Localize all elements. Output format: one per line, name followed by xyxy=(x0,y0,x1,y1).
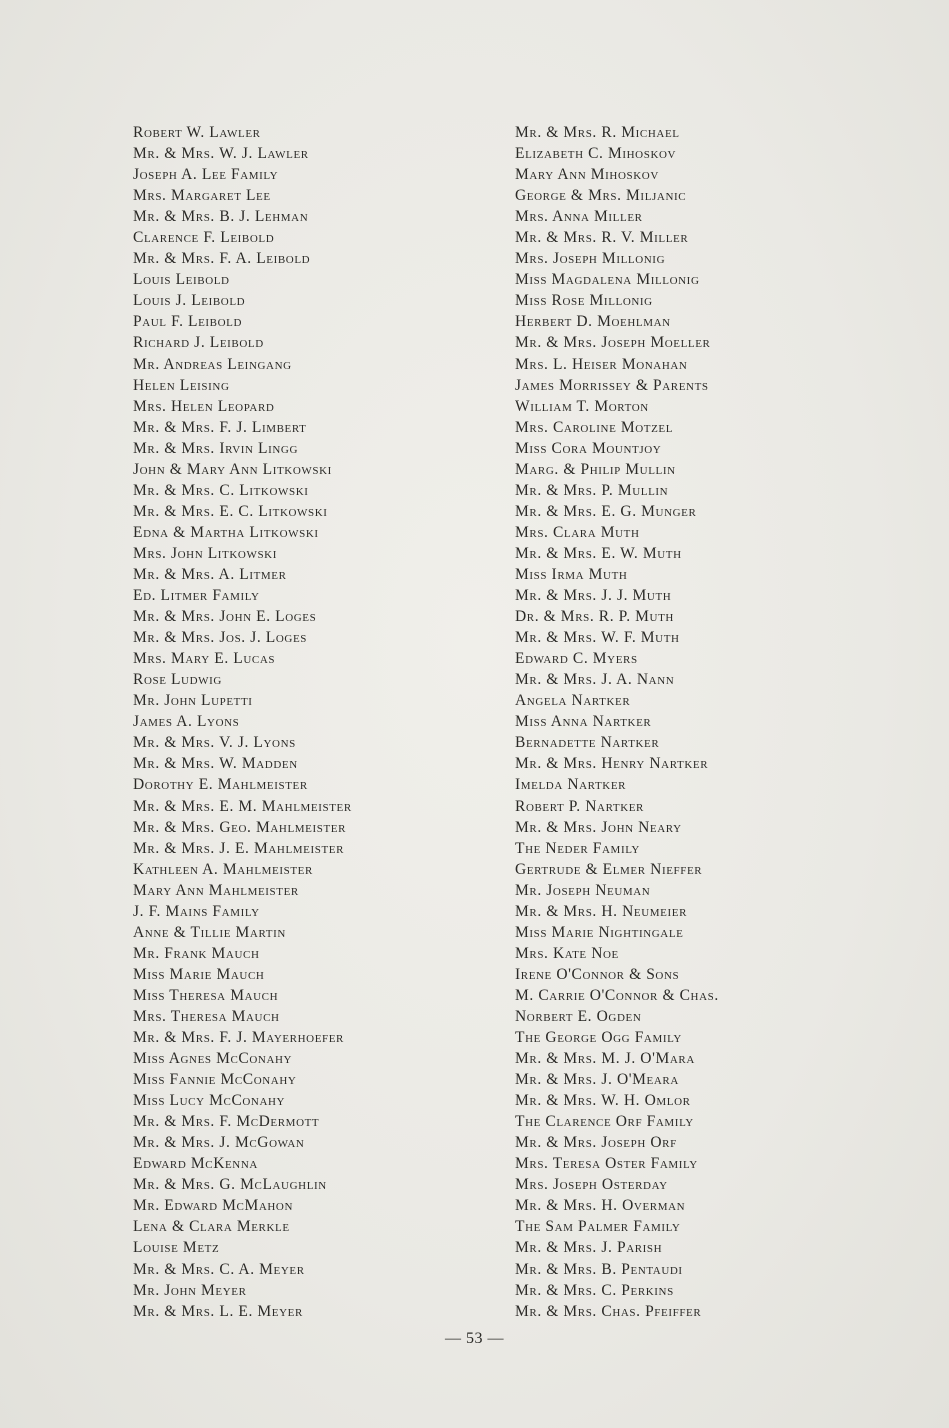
donor-name-entry: James A. Lyons xyxy=(133,713,240,731)
donor-name-entry: Mr. & Mrs. R. V. Miller xyxy=(515,229,689,247)
donor-name-entry: Imelda Nartker xyxy=(515,776,627,794)
donor-name-entry: Mr. & Mrs. P. Mullin xyxy=(515,481,669,499)
donor-name-entry: Mr. Andreas Leingang xyxy=(133,355,292,373)
donor-name-entry: Richard J. Leibold xyxy=(133,334,264,352)
donor-name-entry: James Morrissey & Parents xyxy=(515,376,709,394)
donor-name-entry: Mr. & Mrs. J. J. Muth xyxy=(515,587,672,605)
donor-name-entry: J. F. Mains Family xyxy=(133,902,260,920)
donor-name-entry: Mr. & Mrs. Chas. Pfeiffer xyxy=(515,1302,702,1320)
donor-name-entry: Mr. & Mrs. E. M. Mahlmeister xyxy=(133,797,352,815)
donor-name-entry: Mr. & Mrs. E. W. Muth xyxy=(515,544,682,562)
donor-name-entry: The Sam Palmer Family xyxy=(515,1218,681,1236)
donor-name-entry: Mrs. Joseph Osterday xyxy=(515,1176,668,1194)
donor-name-entry: Mr. & Mrs. W. J. Lawler xyxy=(133,145,309,163)
donor-name-entry: Irene O'Connor & Sons xyxy=(515,965,680,983)
donor-name-entry: Norbert E. Ogden xyxy=(515,1007,642,1025)
donor-name-entry: Mrs. Caroline Motzel xyxy=(515,418,674,436)
donor-name-entry: Mr. & Mrs. F. McDermott xyxy=(133,1113,320,1131)
donor-name-entry: Edna & Martha Litkowski xyxy=(133,523,319,541)
donor-name-entry: Miss Rose Millonig xyxy=(515,292,653,310)
donor-name-entry: Mr. & Mrs. L. E. Meyer xyxy=(133,1302,303,1320)
donor-name-entry: Mr. & Mrs. J. O'Meara xyxy=(515,1071,679,1089)
donor-name-entry: Miss Theresa Mauch xyxy=(133,986,279,1004)
donor-name-entry: Mr. & Mrs. Irvin Lingg xyxy=(133,439,298,457)
donor-name-entry: Bernadette Nartker xyxy=(515,734,660,752)
donor-name-entry: Mr. Edward McMahon xyxy=(133,1197,294,1215)
donor-name-entry: Kathleen A. Mahlmeister xyxy=(133,860,313,878)
donor-name-entry: Mr. John Lupetti xyxy=(133,692,253,710)
donor-name-entry: M. Carrie O'Connor & Chas. xyxy=(515,986,719,1004)
donor-name-entry: The Clarence Orf Family xyxy=(515,1113,694,1131)
donor-name-entry: Mr. & Mrs. J. A. Nann xyxy=(515,671,675,689)
right-name-column xyxy=(515,122,935,1322)
donor-name-entry: Miss Lucy McConahy xyxy=(133,1092,286,1110)
donor-name-entry: Lena & Clara Merkle xyxy=(133,1218,290,1236)
donor-name-entry: Mrs. Margaret Lee xyxy=(133,187,271,205)
donor-name-entry: Mr. & Mrs. E. C. Litkowski xyxy=(133,502,328,520)
donor-name-entry: Mary Ann Mihoskov xyxy=(515,166,659,184)
donor-name-entry: Mr. & Mrs. C. Perkins xyxy=(515,1281,674,1299)
donor-name-entry: Mr. & Mrs. H. Overman xyxy=(515,1197,686,1215)
donor-name-entry: Mr. & Mrs. F. J. Limbert xyxy=(133,418,307,436)
donor-name-entry: Louis J. Leibold xyxy=(133,292,246,310)
donor-name-entry: Miss Anna Nartker xyxy=(515,713,652,731)
donor-name-entry: Robert W. Lawler xyxy=(133,124,261,141)
donor-name-entry: Mr. & Mrs. Geo. Mahlmeister xyxy=(133,818,347,836)
donor-name-entry: Mrs. Mary E. Lucas xyxy=(133,650,276,668)
donor-name-entry: Paul F. Leibold xyxy=(133,313,243,331)
donor-name-entry: Mrs. Joseph Millonig xyxy=(515,250,666,268)
donor-name-entry: Helen Leising xyxy=(133,376,230,394)
donor-name-entry: Mr. & Mrs. R. Michael xyxy=(515,124,680,141)
donor-name-entry: Mr. Frank Mauch xyxy=(133,944,260,962)
donor-name-entry: The Neder Family xyxy=(515,839,640,857)
donor-name-entry: Mr. & Mrs. F. J. Mayerhoefer xyxy=(133,1029,344,1047)
donor-name-entry: Anne & Tillie Martin xyxy=(133,923,286,941)
donor-name-entry: Mr. & Mrs. Henry Nartker xyxy=(515,755,709,773)
donor-name-entry: Dorothy E. Mahlmeister xyxy=(133,776,308,794)
donor-name-entry: Edward McKenna xyxy=(133,1155,258,1173)
donor-name-entry: Mrs. Anna Miller xyxy=(515,208,643,226)
donor-name-entry: Miss Irma Muth xyxy=(515,565,628,583)
donor-name-entry: Mr. Joseph Neuman xyxy=(515,881,651,899)
donor-name-entry: Mr. John Meyer xyxy=(133,1281,247,1299)
donor-name-entry: George & Mrs. Miljanic xyxy=(515,187,687,205)
page-number: — 53 — xyxy=(445,1330,504,1347)
donor-name-entry: Mr. & Mrs. C. A. Meyer xyxy=(133,1260,305,1278)
donor-name-entry: Joseph A. Lee Family xyxy=(133,166,279,184)
donor-name-entry: Edward C. Myers xyxy=(515,650,638,668)
donor-name-entry: Mrs. Clara Muth xyxy=(515,523,640,541)
donor-name-entry: Miss Cora Mountjoy xyxy=(515,439,662,457)
donor-name-entry: Mr. & Mrs. E. G. Munger xyxy=(515,502,697,520)
donor-name-entry: Miss Marie Nightingale xyxy=(515,923,684,941)
donor-name-entry: Mrs. Kate Noe xyxy=(515,944,619,962)
left-name-column xyxy=(133,122,493,1322)
donor-name-entry: Mr. & Mrs. J. McGowan xyxy=(133,1134,305,1152)
donor-name-entry: Louis Leibold xyxy=(133,271,230,289)
donor-name-entry: Louise Metz xyxy=(133,1239,220,1257)
donor-name-entry: Ed. Litmer Family xyxy=(133,587,260,605)
donor-name-entry: Robert P. Nartker xyxy=(515,797,644,815)
donor-name-entry: Mrs. John Litkowski xyxy=(133,544,277,562)
donor-name-entry: Mrs. Teresa Oster Family xyxy=(515,1155,698,1173)
donor-name-entry: Miss Fannie McConahy xyxy=(133,1071,297,1089)
donor-name-entry: Mr. & Mrs. John Neary xyxy=(515,818,682,836)
donor-name-entry: Mr. & Mrs. B. Pentaudi xyxy=(515,1260,683,1278)
donor-name-entry: Mrs. Theresa Mauch xyxy=(133,1007,280,1025)
donor-name-entry: Mr. & Mrs. M. J. O'Mara xyxy=(515,1050,695,1068)
donor-name-entry: Mr. & Mrs. J. Parish xyxy=(515,1239,663,1257)
donor-name-entry: Mr. & Mrs. C. Litkowski xyxy=(133,481,309,499)
donor-name-entry: William T. Morton xyxy=(515,397,649,415)
donor-name-entry: Gertrude & Elmer Nieffer xyxy=(515,860,703,878)
donor-name-entry: Rose Ludwig xyxy=(133,671,222,689)
donor-name-entry: Miss Marie Mauch xyxy=(133,965,265,983)
donor-name-entry: Mr. & Mrs. J. E. Mahlmeister xyxy=(133,839,345,857)
donor-name-entry: Mr. & Mrs. W. F. Muth xyxy=(515,629,680,647)
donor-name-entry: Mr. & Mrs. Joseph Moeller xyxy=(515,334,711,352)
donor-name-entry: Mr. & Mrs. W. Madden xyxy=(133,755,298,773)
donor-name-entry: Mrs. L. Heiser Monahan xyxy=(515,355,688,373)
donor-name-entry: Miss Magdalena Millonig xyxy=(515,271,700,289)
donor-name-entry: Mr. & Mrs. F. A. Leibold xyxy=(133,250,311,268)
donor-name-entry: Elizabeth C. Mihoskov xyxy=(515,145,677,163)
donor-name-entry: Herbert D. Moehlman xyxy=(515,313,671,331)
donor-name-entry: John & Mary Ann Litkowski xyxy=(133,460,332,478)
donor-name-entry: Marg. & Philip Mullin xyxy=(515,460,676,478)
donor-name-entry: Mr. & Mrs. B. J. Lehman xyxy=(133,208,309,226)
donor-name-entry: Mr. & Mrs. John E. Loges xyxy=(133,608,317,626)
donor-name-entry: Mary Ann Mahlmeister xyxy=(133,881,299,899)
donor-name-entry: The George Ogg Family xyxy=(515,1029,682,1047)
donor-name-entry: Mr. & Mrs. Joseph Orf xyxy=(515,1134,677,1152)
donor-name-entry: Angela Nartker xyxy=(515,692,631,710)
donor-name-entry: Dr. & Mrs. R. P. Muth xyxy=(515,608,674,626)
donor-name-entry: Mr. & Mrs. V. J. Lyons xyxy=(133,734,296,752)
donor-name-entry: Mr. & Mrs. G. McLaughlin xyxy=(133,1176,327,1194)
donor-name-entry: Mr. & Mrs. W. H. Omlor xyxy=(515,1092,691,1110)
donor-name-entry: Miss Agnes McConahy xyxy=(133,1050,293,1068)
donor-name-entry: Clarence F. Leibold xyxy=(133,229,275,247)
donor-name-entry: Mr. & Mrs. H. Neumeier xyxy=(515,902,688,920)
donor-name-entry: Mr. & Mrs. A. Litmer xyxy=(133,565,287,583)
donor-name-entry: Mrs. Helen Leopard xyxy=(133,397,275,415)
donor-name-entry: Mr. & Mrs. Jos. J. Loges xyxy=(133,629,308,647)
